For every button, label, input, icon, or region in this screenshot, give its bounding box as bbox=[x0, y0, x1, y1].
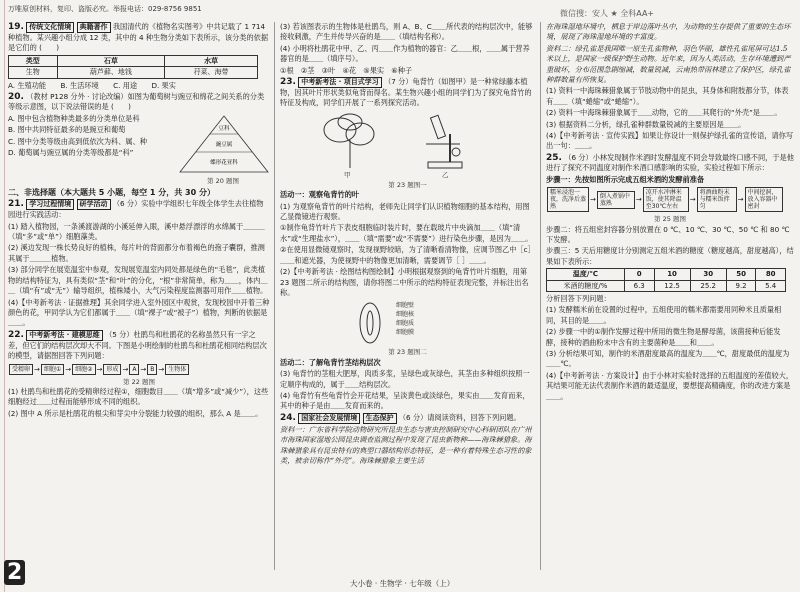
flow-box: 形成 bbox=[103, 364, 121, 375]
question-24 bbox=[280, 413, 535, 424]
question-23-part2: (2)【中考新考法 · 绘图结构图绘制】小明根据观察到的龟背竹叶片细胞，用第 23 题图二所示的结构图，请你将图二中所示的结构特征表现完整，并标注出名称。 bbox=[280, 267, 529, 297]
question-22-part4: (4) 小明将杜鹃花中甲、乙、丙＿＿作为植物的器官：乙＿＿根，＿＿属于营养器官的是＿＿（填序号）。 bbox=[280, 43, 530, 64]
activity-2-title: 活动二：了解龟背竹茎结构层次 bbox=[280, 357, 381, 367]
question-23-part4: (4) 龟背竹有些龟背竹会开花结果，呈淡黄色或淡绿色，果实由＿＿发育而来，其中的种子是由＿＿发育而来的。 bbox=[280, 390, 530, 411]
option-b: B. 图中共同特征最多的是豌豆和葡萄 bbox=[8, 125, 126, 135]
question-21-tag: 学习过程情境 bbox=[26, 199, 74, 210]
question-23-part3: (3) 龟背竹的茎粗大肥厚，肉质多浆，呈绿色或灰绿色，其茎由多种组织按照一定顺序构成的，属于＿＿结构层次。 bbox=[280, 369, 530, 389]
flow-box: 糯米浸泡一夜，洗净后蒸熟 bbox=[547, 187, 589, 212]
question-24-text: （6 分）请阅读资料，回答下列问题。 bbox=[398, 412, 521, 422]
flow-arrow: → bbox=[34, 364, 40, 373]
question-23-tag: 中考新考法 · 项目式学习 bbox=[298, 77, 382, 88]
figure-23b-labels bbox=[396, 301, 414, 337]
cell-label: 细胞质 bbox=[396, 320, 415, 328]
column-2 bbox=[280, 22, 535, 467]
step-1: 步骤一：先按如图所示完成五组米酒的发酵前准备 bbox=[546, 174, 705, 184]
question-22-tag: 中考新考法 · 建模思维 bbox=[26, 330, 103, 341]
question-19-tag: 传统文化情境 bbox=[26, 22, 74, 33]
question-22-items: ①根 ②茎 ③叶 ④花 ⑤果实 ⑥种子 bbox=[280, 65, 413, 75]
section-2-title: 二、非选择题（本大题共 5 小题，每空 1 分，共 30 分） bbox=[8, 187, 215, 197]
table-cell: 荇菜、海带 bbox=[165, 67, 258, 78]
question-22-number: 22. bbox=[8, 329, 24, 340]
figure-22-caption: 第 22 题图 bbox=[123, 377, 155, 386]
flow-box: 受精卵 bbox=[9, 364, 33, 375]
step-3: 步骤三：5 天后用糖度计分别测定五组米酒的糖度（糖度越高，甜度越高），结果如下表所示： bbox=[546, 246, 794, 266]
table-header: 水草 bbox=[165, 55, 258, 66]
flow-box: A bbox=[129, 364, 139, 375]
question-25-part2: (2) 步骤一中的①制作发酵过程中所用的微生物是酵母菌，该菌接种后能发酵，接种的酒曲粉末中含有的主要菌种是＿＿和＿＿。 bbox=[546, 327, 781, 347]
option-a: A. 图中包含植物种类最多的分类单位是科 bbox=[8, 113, 140, 123]
sugar-table bbox=[546, 268, 786, 292]
page-footer: 大小卷 · 生物学 · 七年级（上） bbox=[350, 579, 455, 588]
flow-box: 凉开水冲淋米饭，使其降温至30℃左右 bbox=[643, 187, 689, 212]
figure-20-pyramid bbox=[178, 114, 270, 176]
question-24-part4: (4)【中考新考法 · 宣传实践】如果让你设计一则保护绿孔雀的宣传语，请你写出一句：＿＿。 bbox=[546, 131, 794, 151]
question-19-text: 我国清代的《植物名实图考》中共记载了 1 714 种植物。某兴趣小组分成 12 类，其中的 4 种生物分类如下表所示，该分类的依据是它们的 bbox=[8, 22, 269, 53]
table-header: 80 bbox=[756, 269, 786, 280]
figure-23-caption: 第 23 题图一 bbox=[388, 180, 427, 189]
figure-25-caption: 第 25 题图 bbox=[654, 215, 686, 224]
question-21-number: 21. bbox=[8, 199, 24, 210]
column-3 bbox=[546, 22, 794, 403]
flow-arrow: → bbox=[65, 364, 72, 373]
figure-23-jia: 甲 bbox=[344, 170, 351, 179]
column-divider bbox=[274, 22, 275, 570]
question-24-material: 资料一：广东省科学院动物研究所昆虫生态与害虫控制研究中心科研团队在广州市海珠国家湿地公园昆虫调查监测过程中发现了昆虫新物种——海珠棘猎象。海珠棘猎象具有昆虫特有的典型口器结构形态特征，是一种有着特殊生态习性的象类，被亲切称作“外壳”。海珠棘猎象主要生活 bbox=[280, 424, 532, 465]
cell-label: 细胞核 bbox=[396, 311, 415, 319]
table-cell: 12.5 bbox=[654, 280, 690, 291]
question-24-tag2: 生态保护 bbox=[363, 413, 397, 424]
table-header: 类型 bbox=[9, 55, 58, 66]
question-24-part1: (1) 资料一中海珠棘猎象属于节肢动物中的昆虫，其身体和附肢都分节，体表有＿＿（填“蜷缩”或“蜷缩”）。 bbox=[546, 86, 789, 106]
option-d: D. 葡萄属与豌豆属的分类等级都是“科” bbox=[8, 148, 134, 158]
table-cell: 5.4 bbox=[756, 280, 786, 291]
figure-25-flow bbox=[546, 187, 794, 212]
header-copyright: 万唯原创材料，复印、盗版必究。举报电话：029-8756 9851 bbox=[8, 5, 202, 13]
question-21 bbox=[8, 199, 270, 220]
question-19-tag2: 典籍著作 bbox=[77, 22, 111, 33]
question-22-part1: (1) 杜鹃鸟和杜鹃花的受精卵经过程①，细胞数目＿＿（填“增多”或“减少”），这些细胞经过＿＿过程而能够形成不同的组织。 bbox=[8, 386, 269, 407]
flow-box: 细胞① bbox=[41, 364, 64, 375]
pyramid-label: 蝶形花亚科 bbox=[210, 159, 238, 166]
question-21-part1: (1) 踏入植物园，一条溪渡游湖的小溪延伸入眼，溪中悬浮漂浮的水绵属于＿＿＿（填“多”或“单”）细胞藻类。 bbox=[8, 221, 265, 242]
table-header: 50 bbox=[726, 269, 756, 280]
question-22 bbox=[8, 330, 270, 362]
pyramid-label: 豆科 bbox=[218, 125, 230, 132]
table-header: 石草 bbox=[57, 55, 165, 66]
question-23-number: 23. bbox=[280, 77, 296, 88]
flow-arrow: → bbox=[140, 364, 147, 373]
flow-box: 中间挖洞，放入容器中密封 bbox=[745, 187, 783, 212]
question-24-material-cont: 在海珠湿地环境中，栖息于岸边落叶丛中，为动物的生存提供了重要的生态环境，展现了海珠湿地环境的丰富度。 bbox=[546, 22, 791, 42]
cell-label: 细胞壁 bbox=[396, 302, 415, 310]
question-25 bbox=[546, 153, 794, 174]
flow-arrow: → bbox=[122, 364, 129, 373]
question-19-options: A. 生殖功能 B. 生活环境 C. 用途 D. 果实 bbox=[8, 80, 176, 90]
binding-edge bbox=[4, 0, 5, 592]
question-20-options bbox=[8, 114, 168, 159]
question-25-part1: (1) 发酵糯米前在设置的过程中，五组使用的糯米都需要用同种米且质量相同，其目的是＿＿。 bbox=[546, 305, 782, 325]
step-2: 步骤二：将五组密封容器分别放置在 0 ℃、10 ℃、30 ℃、50 ℃ 和 80 ℃ 下发酵。 bbox=[546, 224, 790, 244]
table-cell: 生物 bbox=[9, 67, 58, 78]
column-divider bbox=[540, 22, 541, 570]
question-23-part1c: ②在使用显微镜观察时，发现视野较暗，为了清晰看清物像，应调节图乙中［c］＿＿和遮光器，为使视野中的物像更加清晰，需要调节［ ］＿＿。 bbox=[280, 245, 535, 265]
question-21-part4: (4)【中考新考法 · 证据推理】其余同学进入室外园区中观赏，发现校园中开着三种颜色的花，甲同学认为它们都属于＿＿（填“裸子”或“被子”）植物，判断的依据是＿＿。 bbox=[8, 297, 270, 328]
figure-23b-caption: 第 23 题图二 bbox=[388, 348, 427, 357]
question-22-part2: (2) 图中 A 所示是杜鹃花的根尖和芽尖中分裂能力较强的组织，那么 A 是＿＿。 bbox=[8, 408, 263, 418]
question-25-text: （6 分）小林发现制作米酒时发酵温度不同会导致最终口感不同，于是他进行了探究不同温度对制作米酒口感影响的实验，实验过程如下所示： bbox=[546, 152, 794, 173]
question-19-number: 19. bbox=[8, 22, 24, 32]
microscope-illustration bbox=[420, 112, 470, 170]
guard-cell-illustration bbox=[350, 301, 390, 345]
question-20-number: 20. bbox=[8, 92, 24, 103]
page-number: 2 bbox=[4, 560, 25, 585]
question-19 bbox=[8, 22, 270, 54]
table-cell: 米酒的糖度/% bbox=[547, 280, 625, 291]
flow-box: B bbox=[147, 364, 157, 375]
flow-box: 细胞② bbox=[72, 364, 95, 375]
question-23-part1b: ①制作龟背竹叶片下表皮细胞临时装片时，要在载玻片中央滴加＿＿（填“清水”或“生理盐水”），＿＿（填“需要”或“不需要”）进行染色步骤，是因为＿＿。 bbox=[280, 223, 533, 243]
flow-arrow: → bbox=[158, 364, 165, 373]
option-c: C. 图中分类等级由高到低依次为科、属、种 bbox=[8, 136, 147, 146]
flow-arrow: → bbox=[590, 195, 596, 204]
question-21-part2: (2) 溪边发现一株长势良好的植株，每片叶的背面都分布着褐色的孢子囊群，推测其属于＿＿＿植物。 bbox=[8, 243, 265, 263]
flow-box: 生物体 bbox=[165, 364, 189, 375]
question-25-part4: (4)【中考新考法 · 方案设计】由于小林对实验时选择的五组温度的差值较大，其结果可能无法代表制作米酒的最适温度，要想提高精确度，你的改进方案是＿＿。 bbox=[546, 370, 794, 401]
question-23-part1: (1) 为观察龟背竹的叶片结构，老师先让同学们认识植物细胞的基本结构，用图乙显微镜进行观察。 bbox=[280, 201, 530, 222]
question-24-number: 24. bbox=[280, 412, 296, 423]
question-22-text: （5 分）杜鹃鸟和杜鹃花的名称虽然只有一字之差，但它们的结构层次却大不同。下图是小明绘制的杜鹃鸟和杜鹃花相同结构层次的模型，请据图回答下列问题： bbox=[8, 329, 267, 361]
flow-arrow: → bbox=[737, 195, 744, 204]
flow-arrow: → bbox=[635, 195, 642, 204]
question-23 bbox=[280, 77, 535, 109]
question-25-intro: 分析回答下列问题： bbox=[546, 293, 611, 303]
table-header: 温度/℃ bbox=[547, 269, 625, 280]
flow-box: 倒入煮锅中蒸熟 bbox=[597, 191, 635, 209]
monstera-plant-illustration bbox=[320, 112, 380, 170]
table-cell: 葫芦藓、地钱 bbox=[57, 67, 165, 78]
table-header: 30 bbox=[690, 269, 726, 280]
question-25-part3: (3) 分析结果可知，制作的米酒甜度最高的温度为＿＿℃，甜度最低的温度为＿＿℃。 bbox=[546, 348, 790, 369]
question-20-paren: ( ) bbox=[110, 102, 131, 112]
question-24-tag: 国家社会发展情境 bbox=[298, 413, 360, 424]
figure-23b-area bbox=[280, 299, 535, 347]
figure-20-caption: 第 20 题图 bbox=[207, 176, 239, 185]
flow-arrow: → bbox=[96, 364, 103, 373]
table-header: 0 bbox=[624, 269, 654, 280]
figure-22-flow bbox=[8, 364, 270, 375]
column-1 bbox=[8, 22, 270, 420]
question-22-part3: (3) 若该图表示的生物体是杜鹃鸟，则 A、B、C＿＿所代表的结构层次中，能够接收刺激，产生并传导兴奋的是＿＿（填结构名称）。 bbox=[280, 22, 533, 42]
question-19-table bbox=[8, 55, 258, 79]
question-21-part3: (3) 部分同学在展览温室中参观，发现展览温室内同处都是绿色的“毛毯”，此类植物的结构特征为，具有类似“茎”和“叶”的分化，“根”非常简单，称为＿＿，体内＿＿（填“有”或“无”）输导组织，植株矮小，大气污染程度监测器可用作＿＿植物。 bbox=[8, 265, 268, 296]
question-24-part2: (2) 资料一中海珠棘猎象属于＿＿动物，它的＿＿其爬行的“外壳”是＿＿。 bbox=[546, 108, 782, 118]
table-cell: 25.2 bbox=[690, 280, 726, 291]
question-24-material2: 资料二：绿孔雀是我国唯一原生孔雀物种，羽色华丽，雄性孔雀尾屏可达1.5米以上，是国家一级保护野生动物。近年来，因为人类活动，生存环境遭到严重破坏，分布范围急剧缩减，数量锐减，云南热带雨林建立了保护区，绿孔雀种群数量有所恢复。 bbox=[546, 43, 791, 85]
pyramid-label: 豌豆属 bbox=[215, 141, 233, 148]
question-25-number: 25. bbox=[546, 152, 562, 163]
question-20-body bbox=[8, 114, 270, 188]
question-24-part3: (3) 根据资料二分析，绿孔雀种群数量锐减的主要原因是＿＿。 bbox=[546, 119, 746, 129]
cell-label: 细胞膜 bbox=[396, 329, 415, 337]
question-23-text: （7 分）龟背竹（如图甲）是一种常绿藤本植物，因其叶片形状类似龟背而得名。某生物兴趣小组的同学们为了探究龟背竹的特征及构成，同学们开展了一系列探究活动。 bbox=[280, 77, 532, 108]
table-cell: 9.2 bbox=[726, 280, 756, 291]
question-19-paren: ( ) bbox=[39, 43, 60, 53]
flow-box: 将酒曲粉末与糯米饭拌匀 bbox=[697, 187, 737, 212]
question-20-text: （教材 P128 分外 · 讨论改编）如图为葡萄树与豌豆和绵花之间关系的分类等级示意图，以下说法错误的是 bbox=[8, 92, 265, 112]
question-20 bbox=[8, 92, 270, 113]
table-header: 10 bbox=[654, 269, 690, 280]
question-21-tag2: 研学活动 bbox=[77, 199, 111, 210]
top-watermark: 微信搜：安人 ★ 全科AA+ bbox=[560, 9, 655, 18]
table-cell: 6.3 bbox=[624, 280, 654, 291]
question-21-text: （6 分）实验中学组织七年级全体学生去往植物园进行实践活动： bbox=[8, 199, 264, 220]
figure-23-yi: 乙 bbox=[442, 170, 449, 179]
figure-23-area bbox=[280, 110, 535, 180]
activity-1-title: 活动一：观察龟背竹的叶 bbox=[280, 190, 360, 200]
flow-arrow: → bbox=[689, 195, 696, 204]
